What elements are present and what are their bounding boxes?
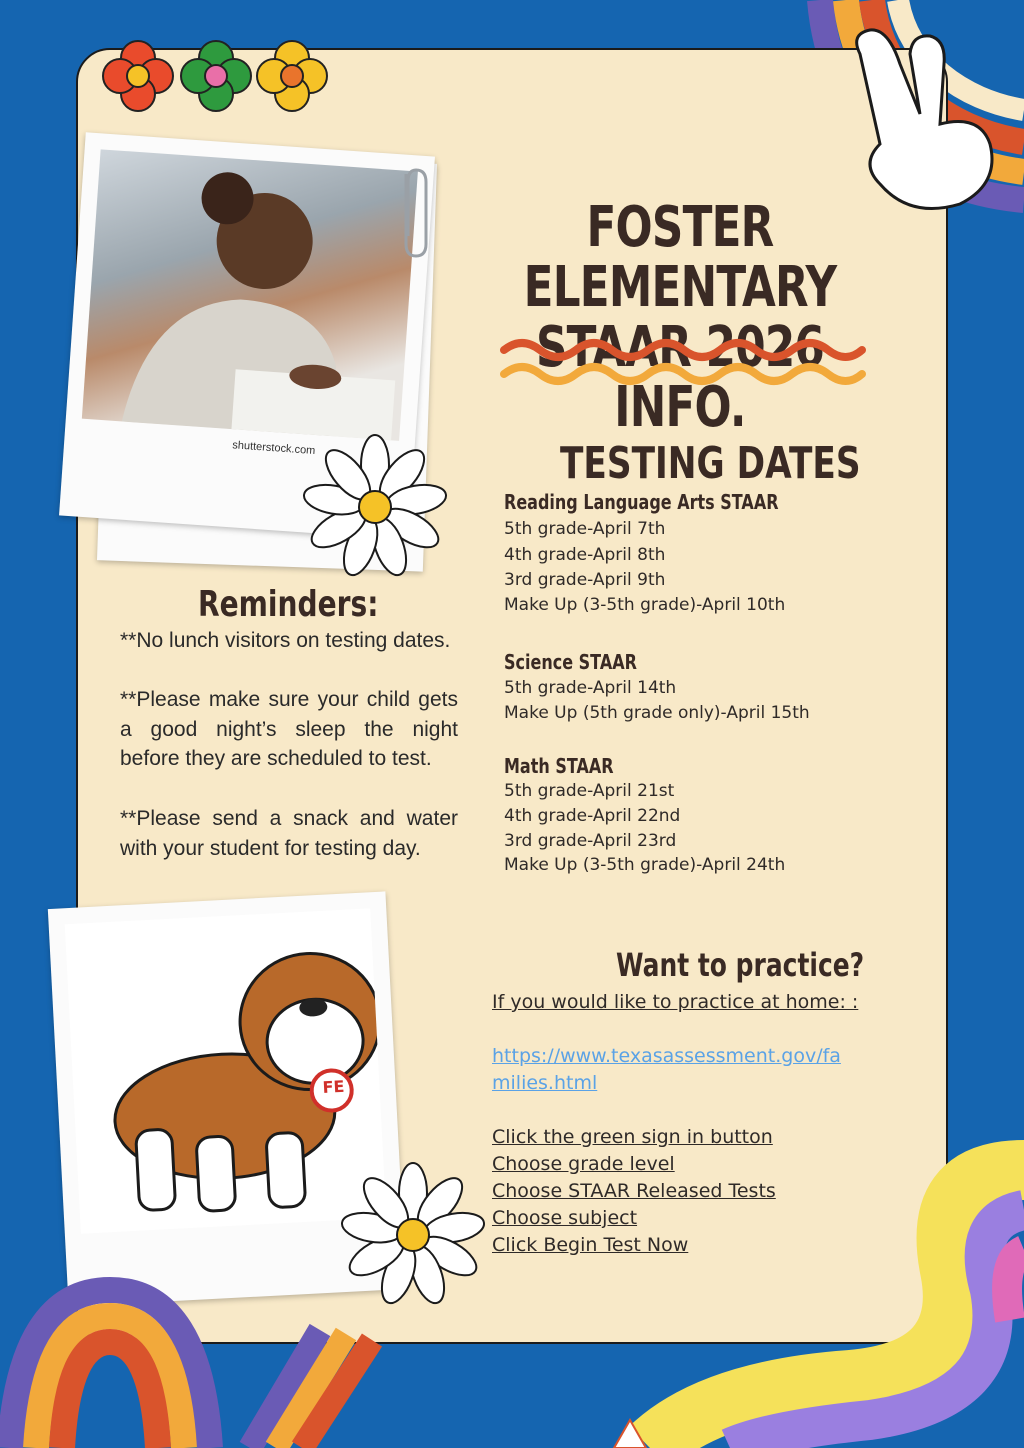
- practice-link[interactable]: https://www.texasassessment.gov/fa: [492, 1045, 841, 1067]
- wavy-divider: [500, 334, 866, 392]
- rla-date: 3rd grade-April 9th: [504, 570, 666, 590]
- swirl-bottom-right: [590, 1130, 1024, 1448]
- practice-step: Click Begin Test Now: [492, 1234, 689, 1256]
- practice-step: Choose grade level: [492, 1153, 675, 1175]
- math-date: 3rd grade-April 23rd: [504, 831, 677, 851]
- rla-date: 4th grade-April 8th: [504, 545, 666, 565]
- title-line-1: FOSTER ELEMENTARY: [523, 195, 837, 320]
- rla-date: 5th grade-April 7th: [504, 519, 666, 539]
- reminder-item: **Please make sure your child gets a good night’s sleep the night before they are scheduled to test.: [120, 688, 458, 771]
- practice-step: Choose STAAR Released Tests: [492, 1180, 776, 1202]
- rainbow-bottom-left: [0, 1250, 420, 1448]
- practice-step: Choose subject: [492, 1207, 638, 1229]
- math-title: Math STAAR: [504, 754, 614, 778]
- reminders-heading: Reminders:: [198, 584, 379, 625]
- flower-icons: [98, 38, 334, 116]
- math-date: Make Up (3-5th grade)-April 24th: [504, 855, 786, 875]
- page-title: [493, 195, 867, 440]
- paperclip-icon: [396, 164, 432, 260]
- math-date: 4th grade-April 22nd: [504, 806, 681, 826]
- practice-intro: If you would like to practice at home: :: [492, 991, 859, 1013]
- science-title: Science STAAR: [504, 650, 637, 674]
- practice-step: Click the green sign in button: [492, 1126, 773, 1148]
- student-writing-image: [82, 149, 418, 441]
- reminder-item: **No lunch visitors on testing dates.: [120, 629, 451, 652]
- practice-link[interactable]: milies.html: [492, 1072, 598, 1094]
- rla-date: Make Up (3-5th grade)-April 10th: [504, 595, 786, 615]
- practice-heading: Want to practice?: [616, 946, 865, 984]
- reminder-item: **Please send a snack and water with your student for testing day.: [120, 807, 458, 860]
- title-line-2: STAAR 2026 INFO.: [535, 315, 825, 440]
- photo-caption: shutterstock.com: [231, 439, 316, 458]
- rla-title: Reading Language Arts STAAR: [504, 490, 779, 514]
- science-date: 5th grade-April 14th: [504, 678, 677, 698]
- peace-hand-icon: [840, 14, 1010, 214]
- mascot-badge: FE: [322, 1076, 345, 1097]
- daisy-icon: [300, 432, 450, 582]
- science-date: Make Up (5th grade only)-April 15th: [504, 703, 810, 723]
- math-date: 5th grade-April 21st: [504, 781, 675, 801]
- testing-dates-heading: TESTING DATES: [560, 438, 861, 489]
